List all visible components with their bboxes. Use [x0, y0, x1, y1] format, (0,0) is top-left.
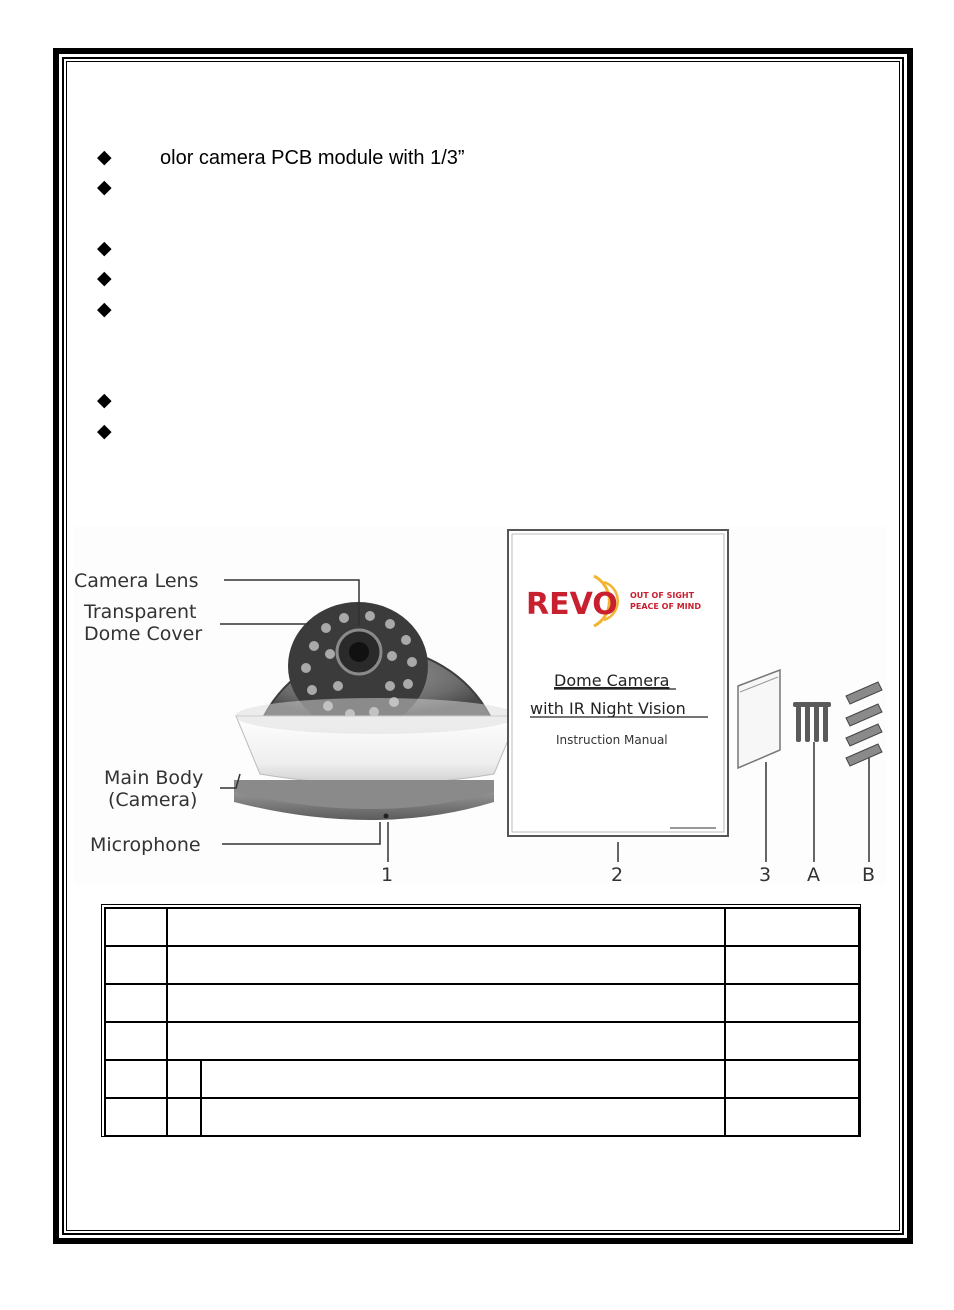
wall-anchors-image — [846, 682, 882, 766]
screws-image — [793, 702, 831, 742]
callout-b: B — [862, 864, 876, 884]
cell-item — [167, 1022, 725, 1060]
diamond-bullet-icon: ◆ — [97, 177, 112, 198]
table-row — [105, 908, 859, 946]
feature-item — [97, 299, 857, 325]
revo-tagline-1: OUT OF SIGHT — [630, 591, 695, 600]
cell-qty — [725, 1060, 859, 1098]
table-row — [105, 1060, 859, 1098]
feature-item — [97, 268, 857, 294]
manual-title-1: Dome Camera — [554, 671, 670, 690]
diamond-bullet-icon: ◆ — [97, 147, 112, 168]
table-row — [105, 984, 859, 1022]
table-row — [105, 946, 859, 984]
feature-item — [97, 147, 857, 173]
plastic-bag-image — [738, 670, 780, 768]
callout-1: 1 — [381, 864, 394, 884]
feature-item — [97, 421, 857, 447]
revo-brand-text: REVO — [526, 587, 618, 622]
callout-3: 3 — [759, 864, 772, 884]
table-row — [105, 1098, 859, 1136]
dome-camera-image — [234, 602, 518, 820]
cell-no — [105, 908, 167, 946]
cell-item — [167, 908, 725, 946]
instruction-manual-image — [508, 530, 728, 836]
cell-qty — [725, 984, 859, 1022]
cell-item — [167, 984, 725, 1022]
diamond-bullet-icon: ◆ — [97, 421, 112, 442]
package-contents-table-frame — [101, 904, 861, 1137]
cell-qty — [725, 946, 859, 984]
cell-item — [201, 1098, 725, 1136]
cell-qty — [725, 1098, 859, 1136]
label-microphone: Microphone — [90, 834, 201, 856]
cell-no — [105, 984, 167, 1022]
feature-item — [97, 390, 857, 416]
cell-sub — [167, 1098, 201, 1136]
revo-tagline-2: PEACE OF MIND — [630, 602, 701, 611]
cell-qty — [725, 1022, 859, 1060]
callout-a: A — [807, 864, 820, 884]
feature-item — [97, 238, 857, 264]
callout-2: 2 — [611, 864, 624, 884]
package-contents-figure — [74, 526, 886, 884]
cell-no — [105, 1022, 167, 1060]
cell-sub — [167, 1060, 201, 1098]
cell-item — [167, 946, 725, 984]
diamond-bullet-icon: ◆ — [97, 238, 112, 259]
manual-title-2: with IR Night Vision — [530, 699, 686, 718]
feature-text: olor camera PCB module with 1/3” — [160, 147, 465, 169]
label-main-body: Main Body — [104, 767, 204, 789]
diamond-bullet-icon: ◆ — [97, 268, 112, 289]
package-contents-table — [104, 907, 860, 1137]
cell-no — [105, 946, 167, 984]
feature-item — [97, 177, 857, 203]
label-dome-cover: Dome Cover — [84, 623, 203, 645]
label-transparent: Transparent — [84, 601, 197, 623]
diamond-bullet-icon: ◆ — [97, 299, 112, 320]
cell-qty — [725, 908, 859, 946]
package-contents-illustration — [74, 526, 886, 884]
diamond-bullet-icon: ◆ — [97, 390, 112, 411]
cell-item — [201, 1060, 725, 1098]
label-camera-lens: Camera Lens — [74, 570, 199, 592]
cell-no — [105, 1098, 167, 1136]
table-row — [105, 1022, 859, 1060]
label-camera: (Camera) — [108, 789, 198, 811]
cell-no — [105, 1060, 167, 1098]
microphone-hole-shape — [384, 814, 389, 819]
manual-subtitle: Instruction Manual — [556, 733, 668, 747]
